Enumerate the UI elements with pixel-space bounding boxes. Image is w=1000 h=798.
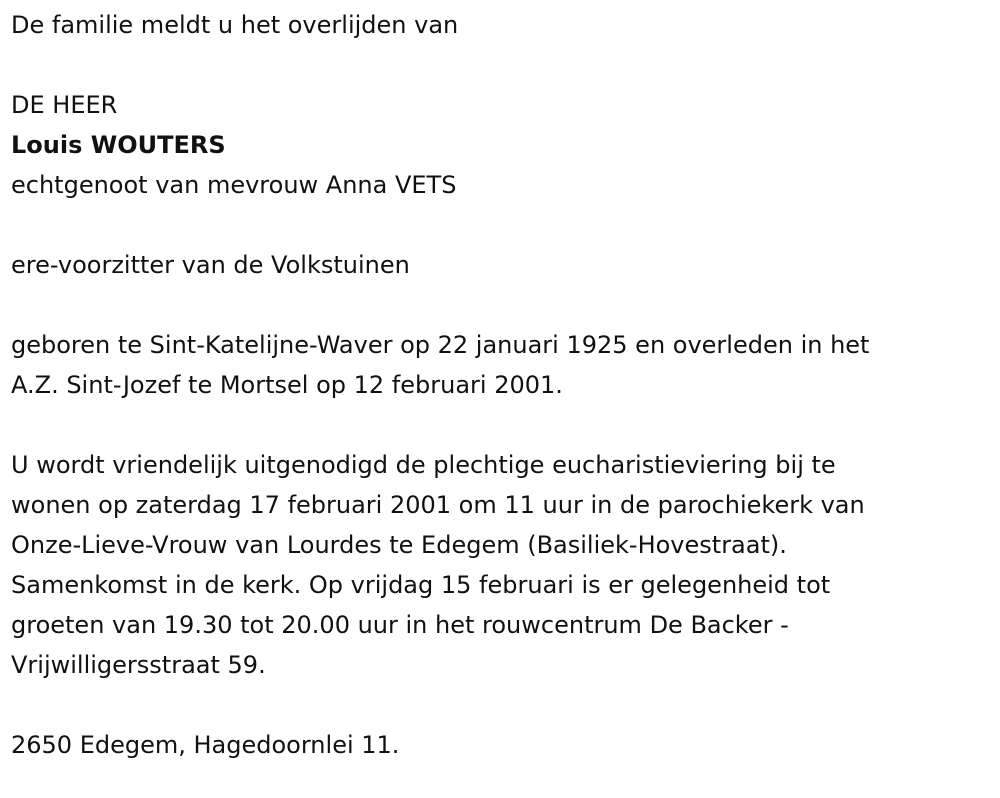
ceremony-line: groeten van 19.30 tot 20.00 uur in het rouwcentrum De Backer -: [11, 611, 789, 639]
intro-line: De familie meldt u het overlijden van: [11, 11, 459, 39]
spacer: [11, 205, 986, 245]
spacer: [11, 405, 986, 445]
deceased-name: Louis WOUTERS: [11, 131, 226, 159]
birth-death-line: geboren te Sint-Katelijne-Waver op 22 januari 1925 en overleden in het: [11, 331, 870, 359]
role-line: ere-voorzitter van de Volkstuinen: [11, 251, 410, 279]
ceremony-line: Vrijwilligersstraat 59.: [11, 651, 266, 679]
honorific-title: DE HEER: [11, 91, 118, 119]
spacer: [11, 685, 986, 725]
spacer: [11, 285, 986, 325]
ceremony-line: U wordt vriendelijk uitgenodigd de plechtige eucharistieviering bij te: [11, 451, 836, 479]
ceremony-line: Samenkomst in de kerk. Op vrijdag 15 februari is er gelegenheid tot: [11, 571, 831, 599]
death-notice: [11, 5, 986, 765]
ceremony-line: Onze-Lieve-Vrouw van Lourdes te Edegem (Basiliek-Hovestraat).: [11, 531, 787, 559]
ceremony-line: wonen op zaterdag 17 februari 2001 om 11 uur in de parochiekerk van: [11, 491, 865, 519]
address-line: 2650 Edegem, Hagedoornlei 11.: [11, 731, 400, 759]
spouse-line: echtgenoot van mevrouw Anna VETS: [11, 171, 457, 199]
spacer: [11, 45, 986, 85]
birth-death-line: A.Z. Sint-Jozef te Mortsel op 12 februari 2001.: [11, 371, 563, 399]
